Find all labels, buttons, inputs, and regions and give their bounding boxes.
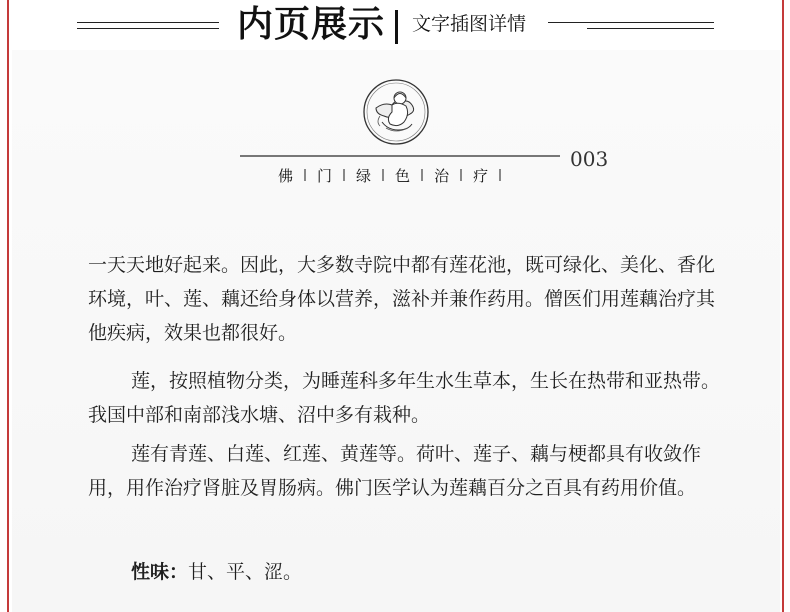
body-paragraph-2: 莲，按照植物分类，为睡莲科多年生水生草本，生长在热带和亚热带。我国中部和南部浅水塘、沼中多有栽种。	[88, 370, 721, 426]
header-rule-right-top	[548, 22, 714, 23]
section-subtitle: 文字插图详情	[412, 13, 527, 35]
body-paragraph-1: 一天天地好起来。因此，大多数寺院中都有莲花池，既可绿化、美化、香化环境，叶、莲、藕还给身体以营养，滋补并兼作药用。僧医们用莲藕治疗其他疾病，效果也都很好。	[88, 254, 716, 344]
frame-border-right	[782, 0, 784, 612]
running-head	[278, 163, 512, 187]
header-rule-right-bottom	[587, 28, 714, 29]
property-line	[131, 555, 771, 589]
running-head-char: 治	[434, 166, 450, 185]
header-rule-left-top	[77, 22, 219, 23]
running-head-separator	[499, 169, 501, 181]
monk-emblem-icon	[362, 78, 430, 146]
running-head-char: 色	[395, 166, 411, 185]
body-paragraph-3: 莲有青莲、白莲、红莲、黄莲等。荷叶、莲子、藕与梗都具有收敛作用，用作治疗肾脏及胃肠病。佛门医学认为莲藕百分之百具有药用价值。	[88, 443, 702, 499]
property-value: 甘、平、涩。	[188, 561, 303, 583]
running-head-char: 疗	[473, 166, 489, 185]
frame-border-left	[7, 0, 9, 612]
running-head-separator	[343, 169, 345, 181]
header-rule-left-bottom	[77, 28, 219, 29]
section-title: 内页展示	[237, 4, 386, 45]
running-head-char: 绿	[356, 166, 372, 185]
running-head-separator	[382, 169, 384, 181]
section-header	[0, 0, 790, 50]
property-label: 性味：	[131, 561, 189, 583]
running-head-rule	[240, 155, 560, 157]
page-number: 003	[570, 147, 609, 171]
running-head-separator	[421, 169, 423, 181]
running-head-char: 门	[317, 166, 333, 185]
running-head-char: 佛	[278, 166, 294, 185]
running-head-separator	[304, 169, 306, 181]
title-divider	[395, 10, 398, 44]
running-head-separator	[460, 169, 462, 181]
